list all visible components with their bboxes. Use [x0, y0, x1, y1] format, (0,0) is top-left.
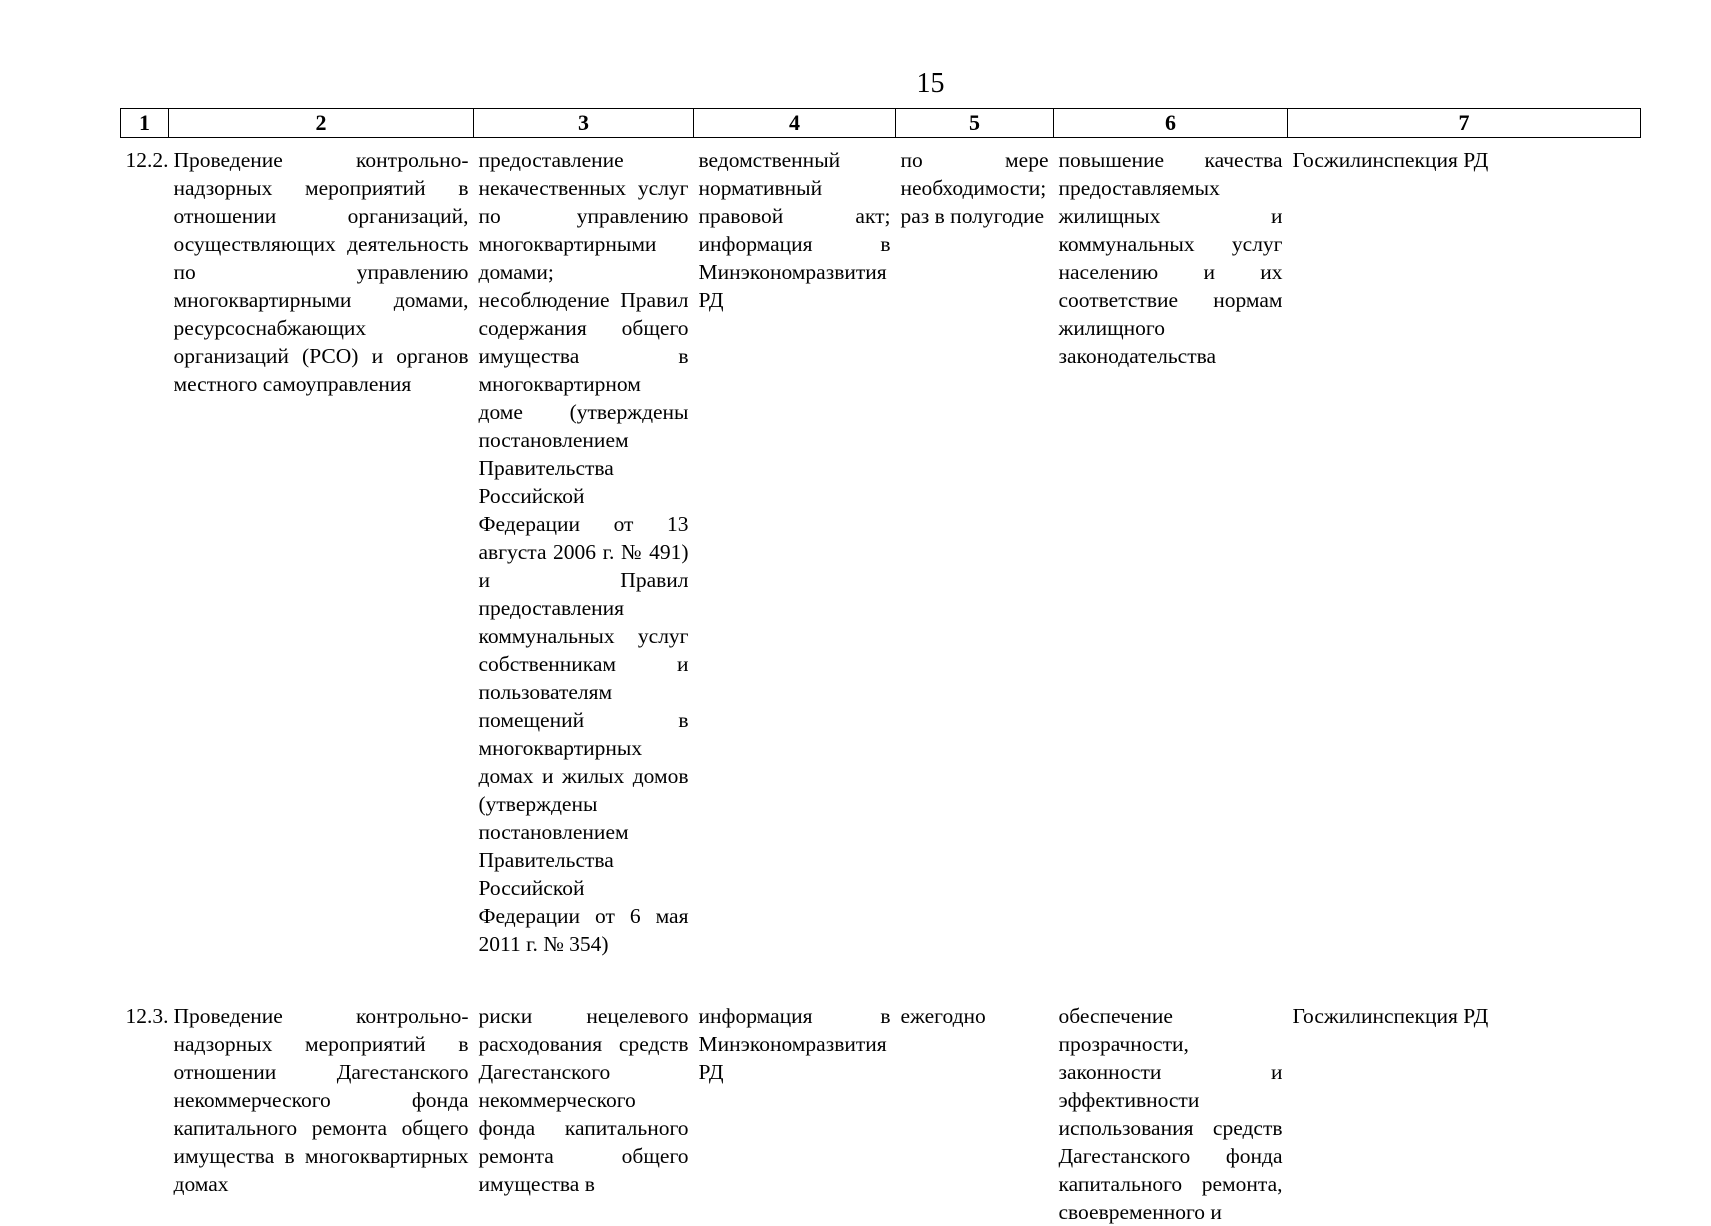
row-event: Проведение контрольно-надзорных мероприятий в отношении организаций, осуществляющих деятельность по управлению многоквартирными домами, ресурсоснабжающих организаций (РСО) и органов местного самоуправления	[173, 148, 469, 396]
measures-table	[120, 108, 1641, 1226]
column-header-2: 2	[169, 109, 474, 138]
column-header-1: 1	[121, 109, 169, 138]
row-number: 12.2.	[125, 148, 169, 172]
row-document: информация в Минэкономразвития РД	[698, 1004, 891, 1084]
row-result: обеспечение прозрачности, законности и эффективности использования средств Дагестанского фонда капитального ремонта, своевременного и	[1058, 1004, 1283, 1224]
column-header-3: 3	[474, 109, 694, 138]
column-header-7: 7	[1288, 109, 1641, 138]
column-header-5: 5	[896, 109, 1054, 138]
row-result: повышение качества предоставляемых жилищных и коммунальных услуг населению и их соответствие нормам жилищного законодательства	[1058, 148, 1283, 368]
page-number: 15	[916, 68, 945, 99]
row-document: ведомственный нормативный правовой акт; информация в Минэкономразвития РД	[698, 148, 891, 312]
row-number: 12.3.	[125, 1004, 169, 1028]
row-risks: предоставление некачественных услуг по управлению многоквартирными домами; несоблюдение Правил содержания общего имущества в многоквартирном доме (утверждены постановлением Правительства Российской Федерации от 13 августа 2006 г. № 491) и Правил предоставления коммунальных услуг собственникам и пользователям помещений в многоквартирных домах и жилых домов (утверждены постановлением Правительства Российской Федерации от 6 мая 2011 г. № 354)	[478, 148, 689, 956]
row-executor: Госжилинспекция РД	[1292, 1004, 1489, 1028]
row-event: Проведение контрольно-надзорных мероприятий в отношении Дагестанского некоммерческого фонда капитального ремонта общего имущества в многоквартирных домах	[173, 1004, 469, 1196]
row-period: по мере необходимости; раз в полугодие	[900, 148, 1049, 228]
row-risks: риски нецелевого расходования средств Дагестанского некоммерческого фонда капитального ремонта общего имущества в	[478, 1004, 689, 1196]
row-spacer	[121, 958, 1641, 994]
column-header-6: 6	[1054, 109, 1288, 138]
table-row	[121, 994, 1641, 1226]
row-period: ежегодно	[900, 1004, 986, 1028]
row-executor: Госжилинспекция РД	[1292, 148, 1489, 172]
table-row	[121, 138, 1641, 959]
header-row	[121, 109, 1641, 138]
column-header-4: 4	[694, 109, 896, 138]
